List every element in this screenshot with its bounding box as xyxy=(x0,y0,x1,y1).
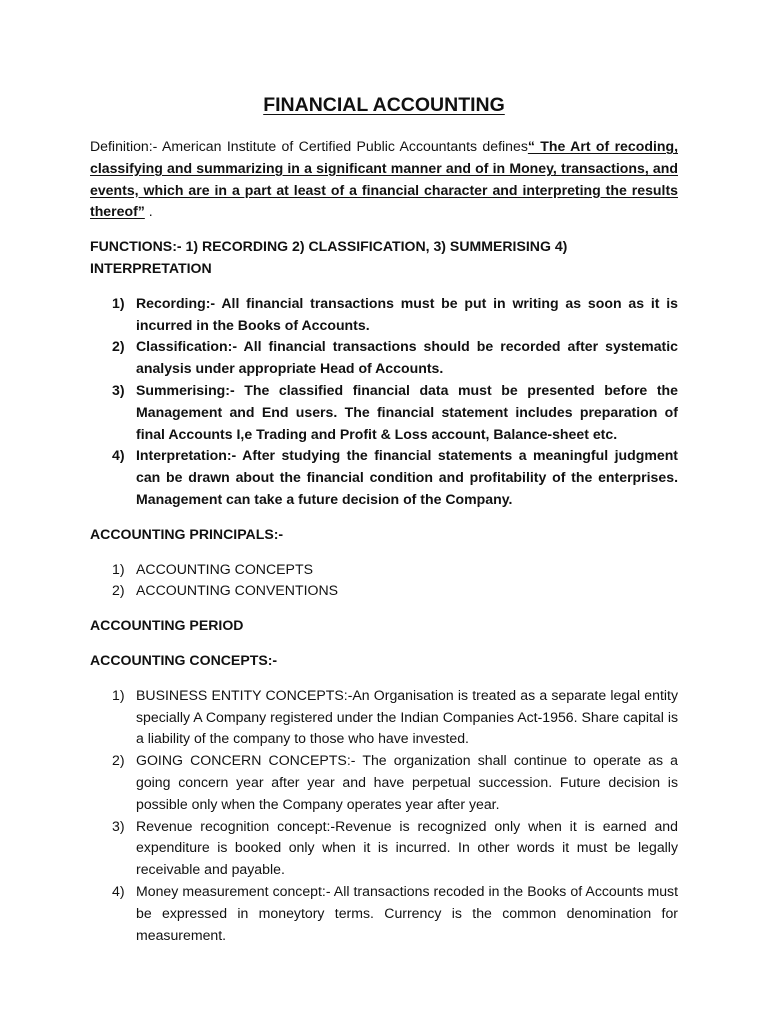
definition-quote: “ The Art of recoding, classifying and summarizing in a significant manner and of in Money, transactions, and events, which are in a part at least of a financial character and interpreting the results thereof” xyxy=(90,138,678,220)
concepts-list xyxy=(90,685,678,947)
concepts-heading: ACCOUNTING CONCEPTS:- xyxy=(90,651,278,668)
list-item-number: 1) xyxy=(112,294,125,311)
definition-intro: Definition:- American Institute of Certified Public Accountants defines xyxy=(90,138,528,154)
list-item-text: Revenue recognition concept:-Revenue is recognized only when it is earned and expenditure is booked only when it is incurred. In other words it must be legally receivable and payable. xyxy=(136,817,678,878)
list-item-number: 4) xyxy=(112,447,125,464)
list-item-text: Money measurement concept:- All transactions recoded in the Books of Accounts must be expressed in moneytory terms. Currency is the common denomination for measurement. xyxy=(136,882,678,943)
list-item-text: ACCOUNTING CONVENTIONS xyxy=(136,582,339,599)
list-item-number: 3) xyxy=(112,381,125,398)
list-item-text: GOING CONCERN CONCEPTS:- The organization shall continue to operate as a going concern year after year and have perpetual succession. Future decision is possible only when the Company operates year after year. xyxy=(136,752,678,812)
list-item-number: 1) xyxy=(112,560,125,577)
list-item-text: BUSINESS ENTITY CONCEPTS:-An Organisation is treated as a separate legal entity specially A Company registered under the Indian Companies Act-1956. Share capital is a liability of the company to those who have invested. xyxy=(136,686,678,747)
list-item-text: Interpretation:- After studying the financial statements a meaningful judgment can be drawn about the financial condition and profitability of the enterprises. Management can take a future decision of the Company. xyxy=(136,447,678,507)
list-item xyxy=(90,445,678,510)
list-item xyxy=(90,881,678,946)
list-item xyxy=(90,580,678,602)
functions-heading: FUNCTIONS:- 1) RECORDING 2) CLASSIFICATION, 3) SUMMERISING 4) INTERPRETATION xyxy=(90,238,568,276)
list-item-number: 3) xyxy=(112,817,125,834)
document-body xyxy=(90,136,678,959)
list-item-text: Summerising:- The classified financial data must be presented before the Management and End users. The financial statement includes preparation of final Accounts I,e Trading and Profit & Loss account, Balance-sheet etc. xyxy=(136,381,678,442)
list-item xyxy=(90,559,678,581)
list-item-number: 2) xyxy=(112,752,125,769)
list-item xyxy=(90,750,678,815)
list-item-number: 4) xyxy=(112,882,125,899)
principals-list xyxy=(90,559,678,603)
list-item xyxy=(90,685,678,750)
definition-paragraph xyxy=(90,136,678,223)
period-heading: ACCOUNTING PERIOD xyxy=(90,617,244,634)
list-item-text: Recording:- All financial transactions must be put in writing as soon as it is incurred in the Books of Accounts. xyxy=(136,294,678,333)
list-item-text: Classification:- All financial transactions should be recorded after systematic analysis under appropriate Head of Accounts. xyxy=(136,338,678,377)
list-item xyxy=(90,293,678,337)
page-title: FINANCIAL ACCOUNTING xyxy=(263,94,505,116)
list-item-number: 2) xyxy=(112,338,125,355)
definition-ending: . xyxy=(144,203,153,220)
list-item-text: ACCOUNTING CONCEPTS xyxy=(136,560,313,577)
list-item-number: 1) xyxy=(112,686,125,703)
list-item xyxy=(90,336,678,380)
principals-heading: ACCOUNTING PRINCIPALS:- xyxy=(90,525,284,542)
functions-list xyxy=(90,293,678,511)
list-item xyxy=(90,816,678,881)
list-item xyxy=(90,380,678,445)
list-item-number: 2) xyxy=(112,582,125,599)
